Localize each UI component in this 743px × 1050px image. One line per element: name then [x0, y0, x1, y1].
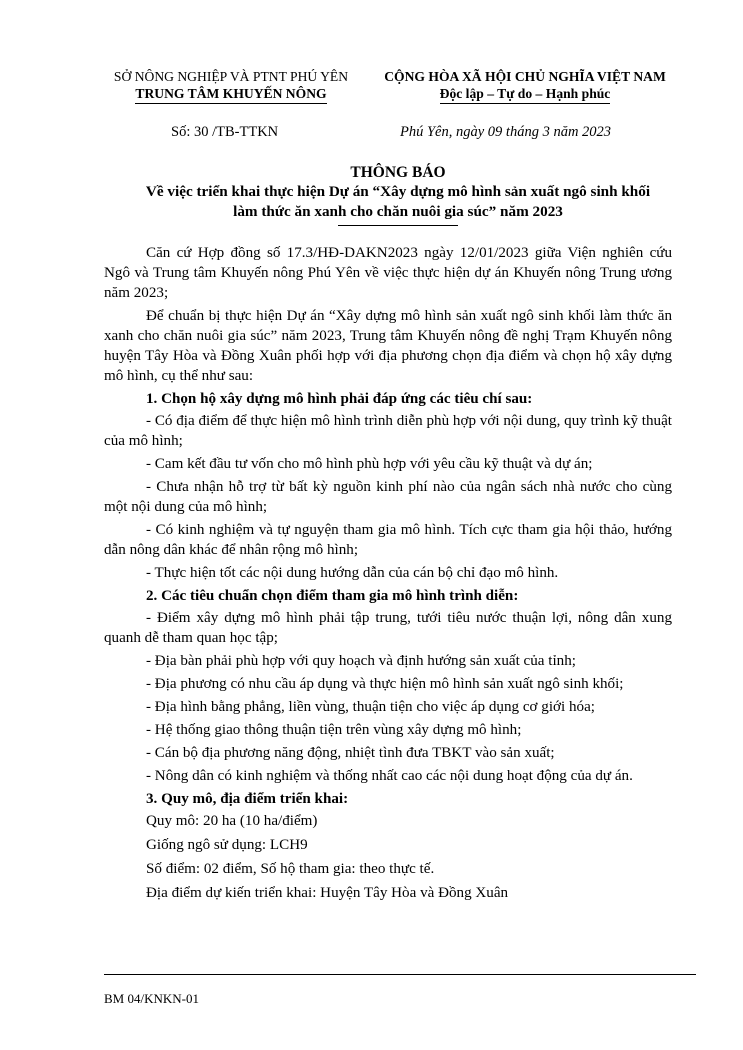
section-3-heading: 3. Quy mô, địa điểm triển khai: — [146, 791, 349, 807]
list-item: - Chưa nhận hỗ trợ từ bất kỳ nguồn kinh phí nào của ngân sách nhà nước cho cùng một nội dung của mô hình; — [104, 479, 672, 515]
title-line-2: làm thức ăn xanh cho chăn nuôi gia súc” năm 2023 — [233, 203, 563, 220]
footer-divider — [104, 974, 696, 975]
document-date: Phú Yên, ngày 09 tháng 3 năm 2023 — [400, 124, 612, 140]
list-item: - Cán bộ địa phương năng động, nhiệt tình đưa TBKT vào sản xuất; — [146, 745, 555, 761]
agency-name: SỞ NÔNG NGHIỆP VÀ PTNT PHÚ YÊN — [113, 69, 349, 84]
section-2-heading: 2. Các tiêu chuẩn chọn điểm tham gia mô hình trình diễn: — [146, 588, 519, 604]
list-item: Giống ngô sử dụng: LCH9 — [146, 837, 308, 853]
section-1-heading: 1. Chọn hộ xây dựng mô hình phải đáp ứng các tiêu chí sau: — [146, 391, 533, 407]
list-item: Số điểm: 02 điểm, Số hộ tham gia: theo thực tế. — [146, 861, 435, 877]
nation-name: CỘNG HÒA XÃ HỘI CHỦ NGHĨA VIỆT NAM — [384, 69, 666, 84]
list-item: - Địa hình bằng phẳng, liền vùng, thuận tiện cho việc áp dụng cơ giới hóa; — [146, 699, 595, 715]
list-item: Quy mô: 20 ha (10 ha/điểm) — [146, 813, 318, 829]
list-item: - Có kinh nghiệm và tự nguyện tham gia mô hình. Tích cực tham gia hội thảo, hướng dẫn nông dân khác để nhân rộng mô hình; — [104, 522, 672, 558]
paragraph-request: Để chuẩn bị thực hiện Dự án “Xây dựng mô hình sản xuất ngô sinh khối làm thức ăn xanh cho chăn nuôi gia súc” năm 2023, Trung tâm Khuyến nông đề nghị Trạm Khuyến nông huyện Tây Hòa và Đồng Xuân phối hợp với địa phương chọn địa điểm và chọn hộ xây dựng mô hình, cụ thể như sau: — [104, 308, 672, 384]
list-item: - Nông dân có kinh nghiệm và thống nhất cao các nội dung hoạt động của dự án. — [146, 768, 633, 784]
list-item: - Cam kết đầu tư vốn cho mô hình phù hợp với yêu cầu kỹ thuật và dự án; — [146, 456, 593, 472]
list-item: - Điểm xây dựng mô hình phải tập trung, tưới tiêu nước thuận lợi, nông dân xung quanh dễ tham quan học tập; — [104, 610, 672, 646]
list-item: - Địa phương có nhu cầu áp dụng và thực hiện mô hình sản xuất ngô sinh khối; — [146, 676, 624, 692]
title-line-1: Về việc triển khai thực hiện Dự án “Xây dựng mô hình sản xuất ngô sinh khối — [145, 183, 651, 200]
document-body — [104, 243, 672, 907]
list-item: - Hệ thống giao thông thuận tiện trên vùng xây dựng mô hình; — [146, 722, 522, 738]
nation-motto: Độc lập – Tự do – Hạnh phúc — [440, 85, 611, 104]
title-main: THÔNG BÁO — [350, 164, 446, 181]
title-underline — [338, 225, 458, 226]
form-code: BM 04/KNKN-01 — [104, 991, 199, 1006]
nation-header — [360, 68, 690, 104]
document-number: Số: 30 /TB-TTKN — [171, 124, 279, 140]
paragraph-basis: Căn cứ Hợp đồng số 17.3/HĐ-DAKN2023 ngày 12/01/2023 giữa Viện nghiên cứu Ngô và Trung tâm Khuyến nông Phú Yên về việc thực hiện dự án Khuyến nông Trung ương năm 2023; — [104, 245, 672, 301]
agency-unit: TRUNG TÂM KHUYẾN NÔNG — [135, 85, 326, 104]
document-title — [100, 163, 696, 226]
list-item: Địa điểm dự kiến triển khai: Huyện Tây Hòa và Đồng Xuân — [146, 885, 509, 901]
list-item: - Thực hiện tốt các nội dung hướng dẫn của cán bộ chỉ đạo mô hình. — [146, 565, 559, 581]
agency-header — [100, 68, 362, 104]
list-item: - Địa bàn phải phù hợp với quy hoạch và định hướng sản xuất của tỉnh; — [146, 653, 576, 669]
list-item: - Có địa điểm để thực hiện mô hình trình diễn phù hợp với nội dung, quy trình kỹ thuật của mô hình; — [104, 413, 672, 449]
